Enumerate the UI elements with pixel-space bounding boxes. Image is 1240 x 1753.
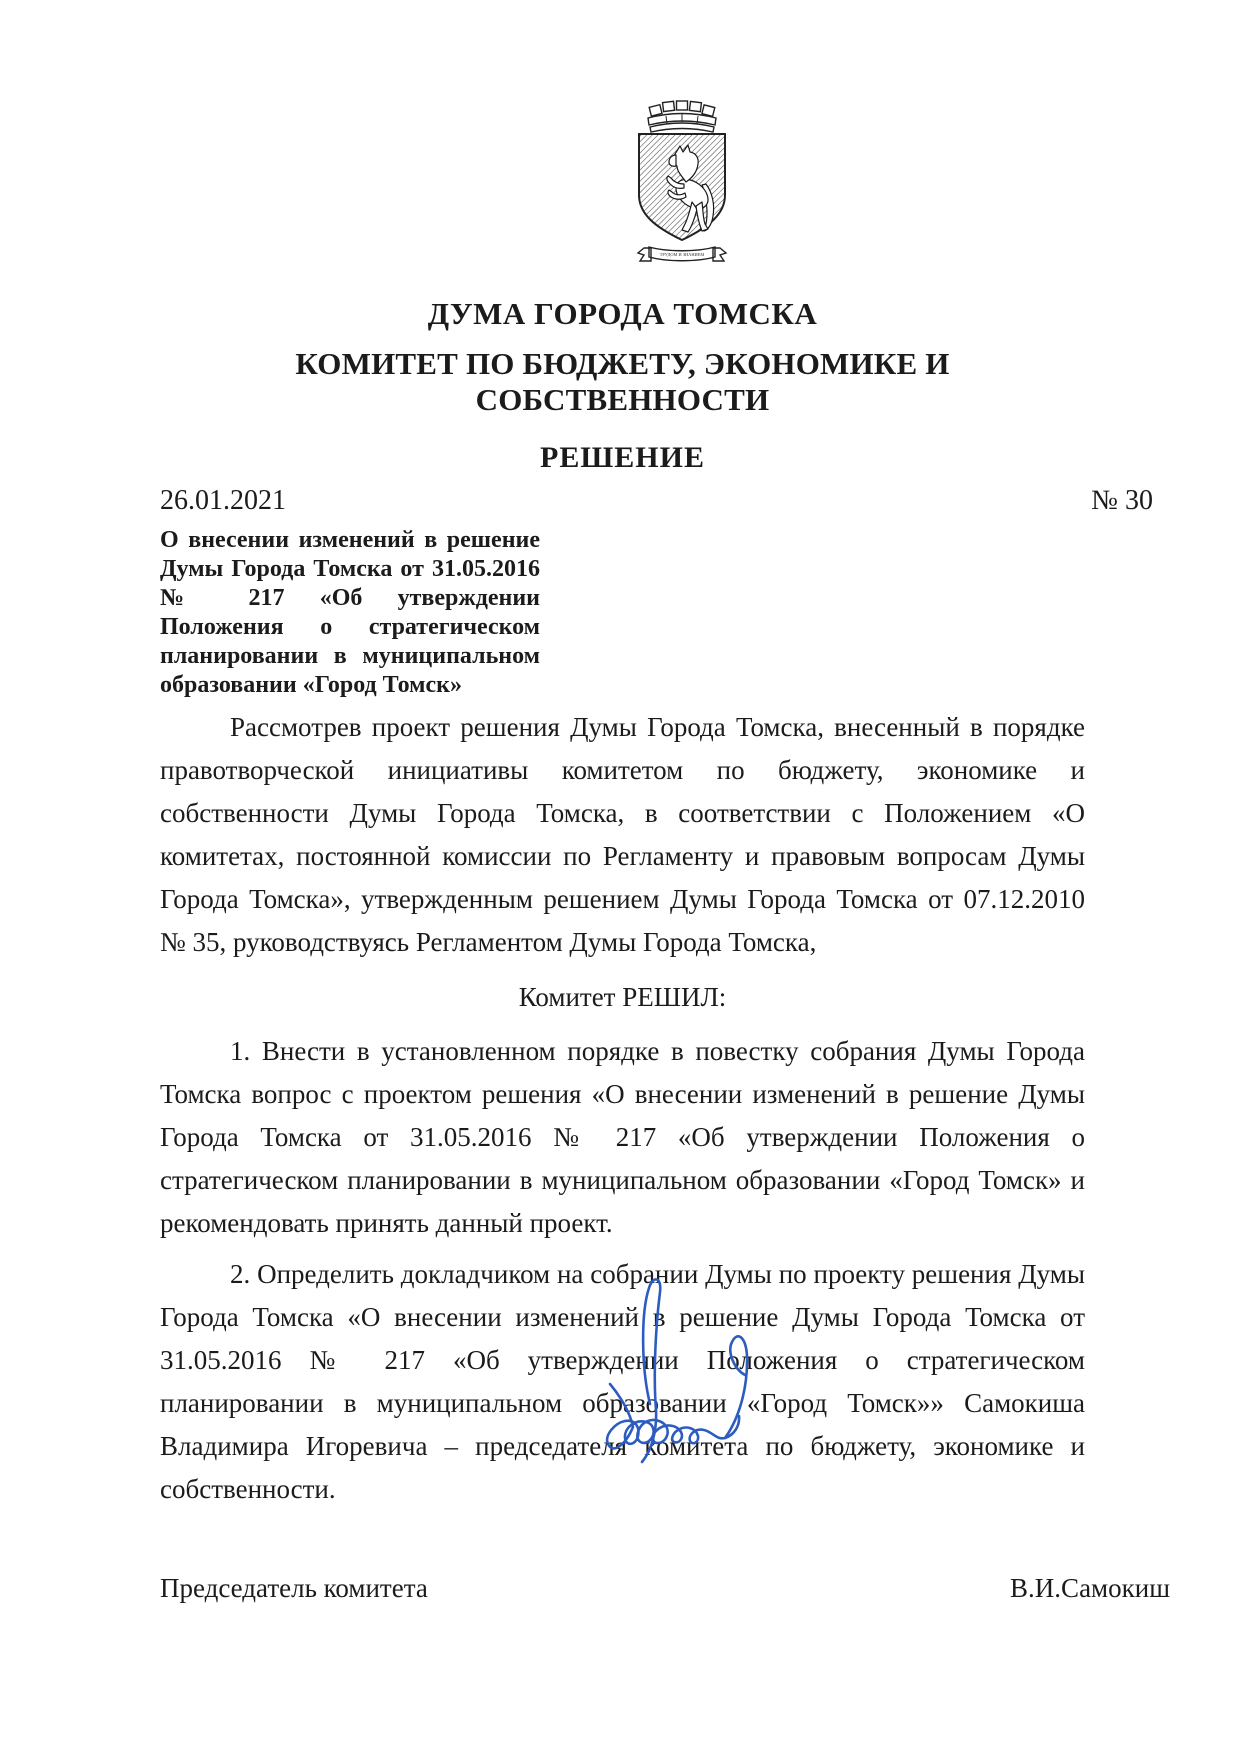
- meta-row: [160, 484, 1153, 518]
- preamble-paragraph: Рассмотрев проект решения Думы Города Томска, внесенный в порядке правотворческой инициативы комитетом по бюджету, экономике и собственности Думы Города Томска, в соответствии с Положением «О комитетах, постоянной комиссии по Регламенту и правовым вопросам Думы Города Томска», утвержденным решением Думы Города Томска от 07.12.2010 № 35, руководствуясь Регламентом Думы Города Томска,: [160, 712, 1085, 957]
- handwritten-signature: [588, 1272, 788, 1472]
- motto-ribbon: [638, 247, 726, 261]
- signature-row: [160, 1571, 1170, 1605]
- resolution-item-1: 1. Внести в установленном порядке в повестку собрания Думы Города Томска вопрос с проектом решения «О внесении изменений в решение Думы Города Томска от 31.05.2016 № 217 «Об утверждении Положения о стратегическом планировании в муниципальном образовании «Город Томск» и рекомендовать принять данный проект.: [160, 1036, 1085, 1238]
- signer-name: В.И.Самокиш: [1010, 1573, 1170, 1603]
- resolution-heading: Комитет РЕШИЛ:: [518, 982, 727, 1012]
- resolution-item-2: 2. Определить докладчиком на собрании Думы по проекту решения Думы Города Томска «О внесении изменений в решение Думы Города Томска от 31.05.2016 № 217 «Об утверждении Положения о стратегическом планировании в муниципальном образовании «Город Томск»» Самокиша Владимира Игоревича – председателя комитета по бюджету, экономике и собственности.: [160, 1259, 1085, 1504]
- committee-name: КОМИТЕТ ПО БЮДЖЕТУ, ЭКОНОМИКЕ И СОБСТВЕННОСТИ: [295, 346, 950, 417]
- motto-text: ТРУДОМ И ЗНАНИЕМ: [659, 252, 705, 257]
- document-subject: О внесении изменений в решение Думы Города Томска от 31.05.2016 № 217 «Об утверждении Положения о стратегическом планировании в муниципальном образовании «Город Томск»: [160, 527, 540, 698]
- organization-name: ДУМА ГОРОДА ТОМСКА: [427, 296, 818, 331]
- document-date: 26.01.2021: [160, 485, 286, 516]
- signer-position: Председатель комитета: [160, 1573, 428, 1603]
- document-type: РЕШЕНИЕ: [540, 441, 705, 474]
- tomsk-coat-of-arms: [636, 100, 728, 264]
- mural-crown-icon: [648, 101, 716, 132]
- document-number: № 30: [1091, 485, 1153, 516]
